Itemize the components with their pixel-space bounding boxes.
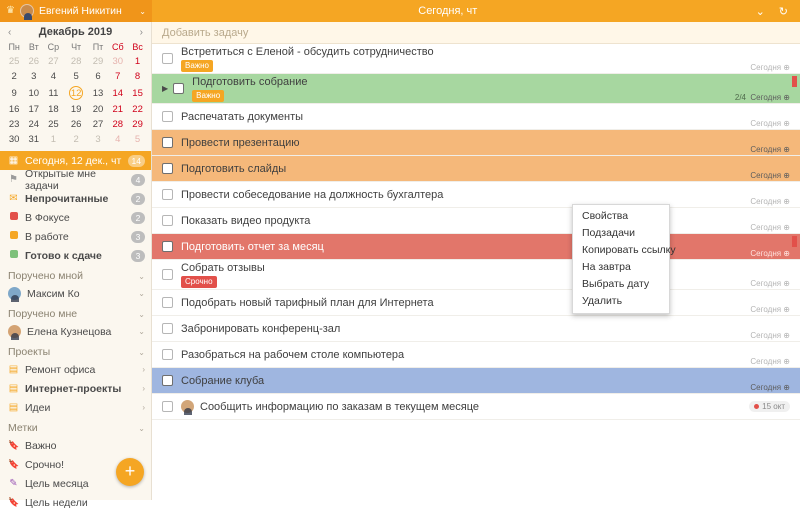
calendar-day[interactable]: 4 bbox=[50, 71, 57, 82]
sidebar-item-count: 2 bbox=[131, 212, 145, 224]
task-title-wrap bbox=[181, 349, 404, 361]
folder-icon: ▤ bbox=[8, 382, 19, 394]
calendar-header bbox=[4, 25, 147, 41]
task-title-wrap bbox=[181, 297, 434, 309]
flag-icon: ⚑ bbox=[9, 173, 18, 185]
task-due-date[interactable]: Сегодня ⊕ bbox=[750, 197, 790, 206]
task-tag: Срочно bbox=[181, 276, 217, 288]
task-due-date[interactable]: Сегодня ⊕ bbox=[750, 305, 790, 314]
task-checkbox[interactable] bbox=[162, 215, 173, 226]
chevron-right-icon[interactable]: › bbox=[142, 365, 145, 374]
calendar-day[interactable]: 13 bbox=[92, 87, 104, 99]
sidebar-item-label: Готово к сдаче bbox=[25, 249, 102, 262]
task-row[interactable] bbox=[152, 316, 800, 342]
task-title: Подготовить слайды bbox=[181, 162, 287, 175]
calendar-day[interactable]: 2 bbox=[73, 134, 79, 145]
play-icon[interactable]: ▶ bbox=[162, 84, 169, 93]
square-red bbox=[8, 212, 19, 223]
avatar bbox=[181, 400, 194, 413]
sidebar-item-count: 3 bbox=[131, 231, 145, 243]
app-body bbox=[0, 22, 800, 509]
task-date-pill bbox=[749, 401, 790, 412]
task-row[interactable] bbox=[152, 74, 800, 104]
calendar-day[interactable]: 9 bbox=[11, 87, 17, 99]
header-title-wrap bbox=[152, 0, 744, 22]
task-checkbox[interactable] bbox=[173, 83, 184, 94]
task-due-date[interactable]: Сегодня ⊕ bbox=[750, 249, 790, 258]
task-tag: Важно bbox=[192, 90, 224, 102]
avatar bbox=[8, 287, 21, 300]
calendar-day[interactable]: 27 bbox=[92, 119, 104, 130]
task-checkbox[interactable] bbox=[162, 137, 173, 148]
task-title-wrap bbox=[181, 111, 303, 123]
task-row[interactable] bbox=[152, 208, 800, 234]
sidebar-item-count: 2 bbox=[131, 193, 145, 205]
task-checkbox[interactable] bbox=[162, 53, 173, 64]
chevron-down-icon[interactable]: ⌄ bbox=[138, 327, 145, 336]
sidebar-item-unread[interactable] bbox=[0, 189, 151, 208]
sidebar-section-labels[interactable] bbox=[0, 417, 151, 436]
sidebar-item-label: Цель недели bbox=[25, 496, 88, 509]
calendar-day[interactable]: 1 bbox=[134, 56, 141, 67]
calendar-day[interactable]: 30 bbox=[112, 56, 124, 67]
sidebar-item-label: Елена Кузнецова bbox=[27, 325, 112, 338]
calendar-weekday: Пт bbox=[92, 42, 104, 52]
calendar-day[interactable]: 5 bbox=[134, 134, 141, 145]
task-title: Распечатать документы bbox=[181, 110, 304, 123]
task-title: Подготовить отчет за месяц bbox=[181, 240, 324, 253]
task-title-wrap bbox=[181, 323, 340, 335]
label-icon: 🔖 bbox=[8, 440, 20, 450]
calendar-day[interactable]: 12 bbox=[70, 88, 82, 99]
calendar-day[interactable]: 28 bbox=[70, 56, 82, 67]
task-title: Разобраться на рабочем столе компьютера bbox=[181, 348, 405, 361]
add-task-fab[interactable]: + bbox=[116, 458, 144, 486]
task-due-date[interactable]: Сегодня ⊕ bbox=[750, 223, 790, 232]
calendar-day[interactable]: 25 bbox=[48, 119, 59, 130]
task-row[interactable] bbox=[152, 290, 800, 316]
task-checkbox[interactable] bbox=[162, 297, 173, 308]
task-row[interactable] bbox=[152, 234, 800, 260]
task-checkbox[interactable] bbox=[162, 349, 173, 360]
task-row[interactable] bbox=[152, 130, 800, 156]
task-checkbox[interactable] bbox=[162, 269, 173, 280]
calendar-day[interactable]: 10 bbox=[28, 87, 40, 99]
menu-tomorrow[interactable]: На завтра bbox=[582, 261, 631, 273]
chevron-down-icon[interactable]: ⌄ bbox=[139, 6, 146, 16]
mail-icon: ✉ bbox=[9, 192, 18, 204]
task-checkbox[interactable] bbox=[162, 323, 173, 334]
task-row[interactable] bbox=[152, 342, 800, 368]
menu-delete[interactable]: Удалить bbox=[582, 295, 623, 307]
chevron-down-icon[interactable]: ⌄ bbox=[755, 5, 765, 18]
task-title: Собрать отзывы bbox=[181, 261, 265, 274]
label-icon: 🔖 bbox=[8, 459, 20, 469]
sidebar-item-label-important[interactable] bbox=[0, 436, 151, 455]
task-meta bbox=[749, 401, 792, 412]
task-title-wrap bbox=[181, 375, 264, 387]
task-title-wrap bbox=[181, 189, 443, 201]
sidebar-item-label: В Фокусе bbox=[25, 211, 70, 224]
sidebar-item-label: Идеи bbox=[25, 401, 51, 414]
task-title-wrap bbox=[181, 137, 300, 149]
sidebar-section-assigned-to-me[interactable] bbox=[0, 303, 151, 322]
task-title-wrap bbox=[181, 163, 286, 175]
sidebar-item-label: Срочно! bbox=[25, 458, 65, 471]
calendar-day[interactable]: 11 bbox=[48, 87, 59, 99]
calendar-weekday: Сб bbox=[111, 42, 124, 52]
task-title: Сообщить информацию по заказам в текущем месяце bbox=[200, 400, 480, 413]
menu-copy-link[interactable]: Копировать ссылку bbox=[582, 244, 676, 256]
prev-month-icon[interactable]: ‹ bbox=[8, 26, 12, 38]
add-task-placeholder: Добавить задачу bbox=[162, 26, 249, 39]
calendar-day[interactable]: 15 bbox=[132, 87, 143, 99]
sidebar-item-office-repair[interactable] bbox=[0, 360, 151, 379]
calendar-day[interactable]: 6 bbox=[95, 71, 101, 82]
calendar-day[interactable]: 23 bbox=[8, 119, 20, 130]
task-title: Подготовить собрание bbox=[192, 75, 308, 88]
mini-calendar bbox=[0, 22, 151, 149]
task-checkbox[interactable] bbox=[162, 241, 173, 252]
task-checkbox[interactable] bbox=[162, 163, 173, 174]
sidebar-item-focus[interactable] bbox=[0, 208, 151, 227]
refresh-icon[interactable]: ↻ bbox=[778, 5, 788, 18]
calendar-weekday: Ср bbox=[47, 42, 60, 52]
calendar-day[interactable]: 3 bbox=[95, 134, 101, 145]
task-row[interactable] bbox=[152, 44, 800, 74]
menu-subtasks[interactable]: Подзадачи bbox=[582, 227, 636, 239]
top-bar bbox=[0, 0, 800, 22]
next-month-icon[interactable]: › bbox=[139, 26, 143, 38]
task-due-date[interactable]: Сегодня ⊕ bbox=[750, 63, 790, 72]
calendar-day[interactable]: 21 bbox=[112, 104, 124, 115]
calendar-day[interactable]: 14 bbox=[112, 87, 124, 99]
calendar-day[interactable]: 17 bbox=[28, 104, 40, 115]
sidebar-item-count: 4 bbox=[131, 174, 145, 186]
chevron-down-icon[interactable]: ⌄ bbox=[138, 347, 145, 357]
calendar-day[interactable]: 2 bbox=[11, 71, 17, 82]
task-tag: Важно bbox=[181, 60, 213, 72]
menu-pick-date[interactable]: Выбрать дату bbox=[582, 278, 650, 290]
sidebar-item-label-week-goal[interactable] bbox=[0, 493, 151, 512]
calendar-month-label: Декабрь 2019 bbox=[38, 26, 113, 38]
calendar-day[interactable]: 3 bbox=[31, 71, 37, 82]
task-title-wrap bbox=[192, 76, 307, 102]
task-due-date[interactable]: Сегодня ⊕ bbox=[750, 383, 790, 392]
calendar-day[interactable]: 31 bbox=[28, 134, 40, 145]
calendar-day[interactable]: 7 bbox=[115, 71, 121, 82]
task-row[interactable] bbox=[152, 182, 800, 208]
calendar-day[interactable]: 25 bbox=[8, 56, 20, 67]
calendar-day[interactable]: 26 bbox=[28, 56, 40, 67]
calendar-day[interactable]: 18 bbox=[48, 104, 59, 115]
calendar-day[interactable]: 26 bbox=[70, 119, 82, 130]
sidebar-section-label: Проекты bbox=[8, 346, 51, 358]
menu-properties[interactable]: Свойства bbox=[582, 210, 629, 222]
calendar-weekday: Чт bbox=[71, 42, 82, 52]
sidebar-item-label: Интернет-проекты bbox=[25, 382, 122, 395]
task-row[interactable] bbox=[152, 368, 800, 394]
folder-icon: ▤ bbox=[8, 401, 19, 413]
pencil-icon: ✎ bbox=[9, 477, 18, 489]
avatar bbox=[8, 325, 21, 338]
sidebar-item-label: Ремонт офиса bbox=[25, 363, 96, 376]
task-checkbox[interactable] bbox=[162, 111, 173, 122]
sidebar-section-assigned-by-me[interactable] bbox=[0, 265, 151, 284]
page-title: Сегодня, чт bbox=[418, 5, 478, 17]
sidebar-item-label: В работе bbox=[25, 230, 69, 243]
task-title: Провести презентацию bbox=[181, 136, 300, 149]
chevron-down-icon[interactable]: ⌄ bbox=[138, 271, 145, 281]
task-title-wrap bbox=[181, 46, 434, 72]
task-title: Показать видео продукта bbox=[181, 214, 311, 227]
task-title-wrap bbox=[181, 241, 324, 253]
task-due-date[interactable]: Сегодня ⊕ bbox=[750, 171, 790, 180]
task-date-badge: 15 окт bbox=[762, 402, 785, 411]
chevron-down-icon[interactable]: ⌄ bbox=[138, 423, 145, 433]
sidebar-item-maksim-ko[interactable] bbox=[0, 284, 151, 303]
task-row[interactable] bbox=[152, 104, 800, 130]
calendar-day[interactable]: 19 bbox=[70, 104, 82, 115]
calendar-weekday: Вс bbox=[132, 42, 143, 52]
sidebar-item-ready[interactable] bbox=[0, 246, 151, 265]
task-title: Подобрать новый тарифный план для Интернета bbox=[181, 296, 434, 309]
sidebar-item-label: Сегодня, 12 дек., чт bbox=[25, 154, 122, 167]
sidebar-item-open-tasks[interactable] bbox=[0, 167, 151, 192]
chevron-right-icon[interactable]: › bbox=[142, 384, 145, 393]
task-due-date[interactable]: Сегодня ⊕ bbox=[750, 145, 790, 154]
task-checkbox[interactable] bbox=[162, 189, 173, 200]
top-bar-actions bbox=[744, 0, 800, 22]
sidebar bbox=[0, 22, 152, 509]
task-due-date[interactable]: Сегодня ⊕ bbox=[750, 331, 790, 340]
sidebar-nav bbox=[0, 149, 151, 265]
calendar-grid bbox=[4, 41, 147, 147]
task-row[interactable] bbox=[152, 394, 800, 420]
sidebar-item-in-work[interactable] bbox=[0, 227, 151, 246]
calendar-day[interactable]: 29 bbox=[92, 56, 104, 67]
task-title-wrap bbox=[181, 215, 310, 227]
crown-icon: ♛ bbox=[6, 5, 15, 16]
task-title: Собрание клуба bbox=[181, 374, 265, 387]
sidebar-section-label: Поручено мне bbox=[8, 308, 78, 320]
avatar bbox=[20, 4, 34, 18]
square-green bbox=[8, 250, 19, 261]
priority-flag-icon bbox=[792, 76, 797, 87]
chevron-down-icon[interactable]: ⌄ bbox=[138, 289, 145, 298]
calendar-day[interactable]: 16 bbox=[8, 104, 20, 115]
calendar-day[interactable]: 28 bbox=[112, 119, 124, 130]
calendar-day[interactable]: 5 bbox=[73, 71, 79, 82]
sidebar-item-label: Цель месяца bbox=[25, 477, 89, 490]
square-orange bbox=[8, 231, 19, 242]
task-title: Забронировать конференц-зал bbox=[181, 322, 341, 335]
task-list bbox=[152, 44, 800, 500]
task-row[interactable] bbox=[152, 260, 800, 290]
sidebar-section-label: Метки bbox=[8, 422, 38, 434]
chevron-down-icon[interactable]: ⌄ bbox=[138, 309, 145, 319]
calendar-day[interactable]: 24 bbox=[28, 119, 40, 130]
chevron-right-icon[interactable]: › bbox=[142, 403, 145, 412]
task-title: Провести собеседование на должность бухгалтера bbox=[181, 188, 444, 201]
calendar-day[interactable]: 1 bbox=[50, 134, 57, 145]
task-due-date[interactable]: Сегодня ⊕ bbox=[750, 357, 790, 366]
task-title-wrap bbox=[200, 401, 479, 413]
calendar-day[interactable]: 22 bbox=[132, 104, 143, 115]
sidebar-item-label: Важно bbox=[25, 439, 57, 452]
sidebar-item-label: Открытые мне задачи bbox=[25, 167, 96, 192]
calendar-weekday: Пн bbox=[8, 42, 20, 52]
sidebar-item-label: Непрочитанные bbox=[25, 192, 109, 205]
task-due-date[interactable]: Сегодня ⊕ bbox=[750, 279, 790, 288]
sidebar-section-projects[interactable] bbox=[0, 341, 151, 360]
sidebar-item-label: Максим Ко bbox=[27, 287, 80, 300]
main-panel bbox=[152, 22, 800, 500]
context-menu[interactable] bbox=[572, 204, 676, 314]
task-title: Встретиться с Еленой - обсудить сотрудничество bbox=[181, 45, 434, 58]
sidebar-section-label: Поручено мной bbox=[8, 270, 83, 282]
task-progress: 2/4 bbox=[734, 93, 746, 102]
task-checkbox[interactable] bbox=[162, 401, 173, 412]
sidebar-item-internet-projects[interactable] bbox=[0, 379, 151, 398]
calendar-day[interactable]: 29 bbox=[132, 119, 143, 130]
sidebar-item-count: 3 bbox=[131, 250, 145, 262]
label-icon: 🔖 bbox=[8, 497, 20, 507]
calendar-day[interactable]: 20 bbox=[92, 104, 104, 115]
user-menu[interactable] bbox=[0, 0, 152, 22]
sidebar-item-elena-kuznecova[interactable] bbox=[0, 322, 151, 341]
sidebar-item-ideas[interactable] bbox=[0, 398, 151, 417]
task-title-wrap bbox=[181, 262, 265, 288]
folder-icon: ▤ bbox=[8, 363, 19, 375]
calendar-day[interactable]: 8 bbox=[134, 71, 141, 82]
task-row[interactable] bbox=[152, 156, 800, 182]
calendar-icon: ▦ bbox=[8, 154, 19, 166]
calendar-day[interactable]: 30 bbox=[8, 134, 20, 145]
add-task-bar[interactable] bbox=[152, 22, 800, 44]
calendar-day[interactable]: 27 bbox=[48, 56, 59, 67]
task-checkbox[interactable] bbox=[162, 375, 173, 386]
sidebar-item-count: 14 bbox=[128, 155, 145, 167]
task-due-date[interactable]: Сегодня ⊕ bbox=[750, 119, 790, 128]
priority-flag-icon bbox=[792, 236, 797, 247]
task-due-date[interactable]: Сегодня ⊕ bbox=[750, 93, 790, 102]
calendar-weekday: Вт bbox=[28, 42, 39, 52]
calendar-day[interactable]: 4 bbox=[115, 134, 121, 145]
user-name: Евгений Никитин bbox=[38, 5, 122, 17]
